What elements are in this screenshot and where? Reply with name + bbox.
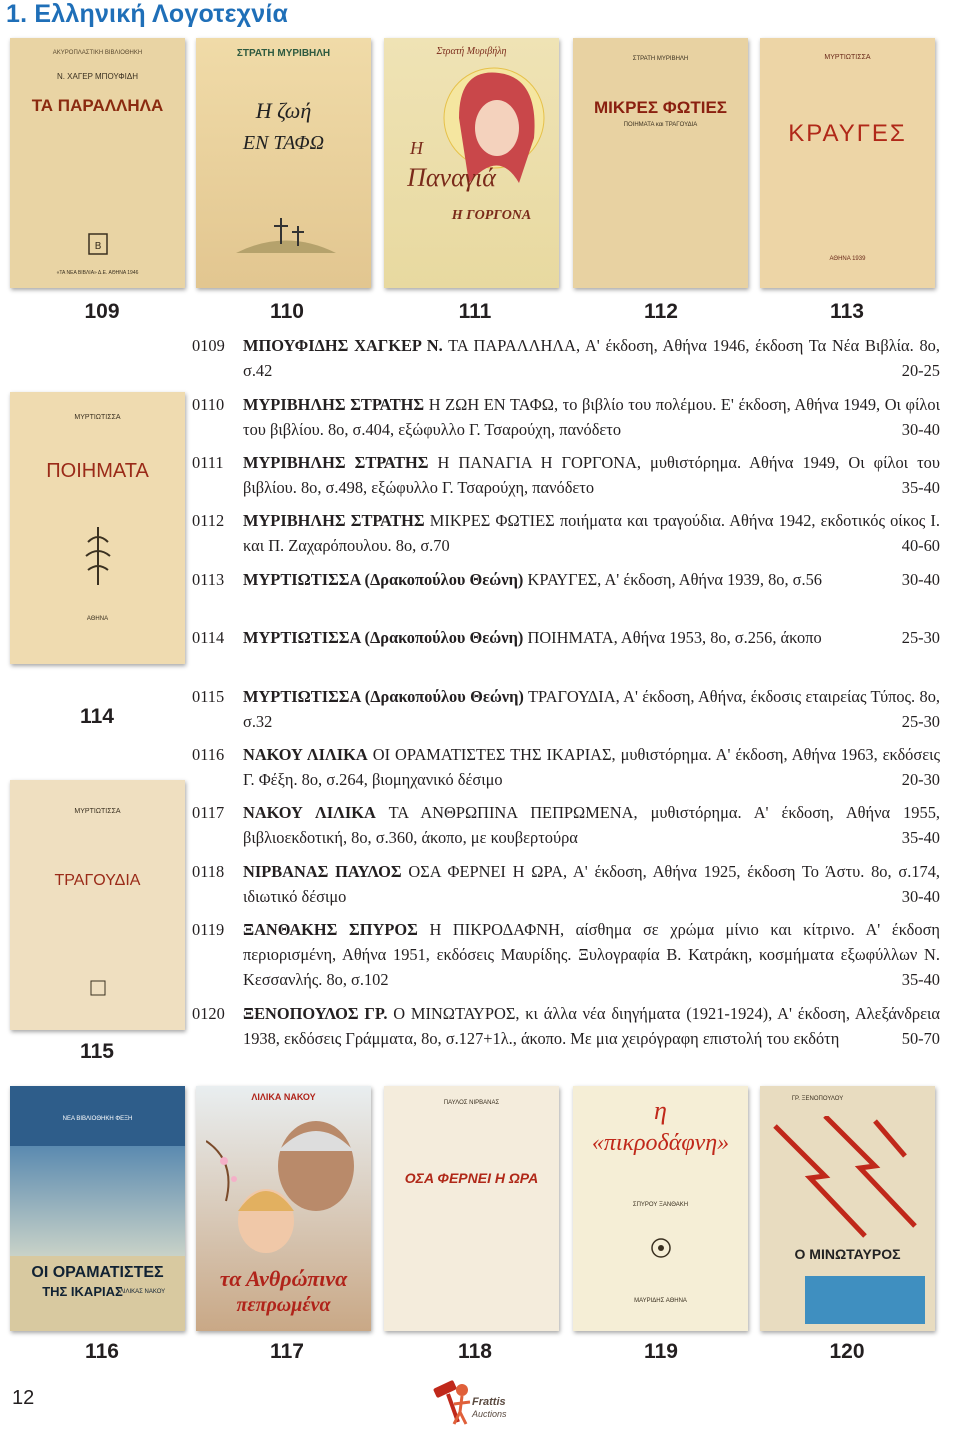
- label-118: 118: [458, 1340, 492, 1363]
- entry-author: ΞΕΝΟΠΟΥΛΟΣ ΓΡ.: [243, 1004, 388, 1023]
- cover-109-footer: «ΤΑ ΝΕΑ ΒΙΒΛΙΑ» Δ.Ε. ΑΘΗΝΑ 1946: [56, 270, 139, 276]
- entry-author: ΜΥΡΙΒΗΛΗΣ ΣΤΡΑΤΗΣ: [243, 453, 429, 472]
- cover-109-title: ΤΑ ΠΑΡΑΛΛΗΛΑ: [31, 96, 164, 115]
- entry-text: ΟΙ ΟΡΑΜΑΤΙΣΤΕΣ ΤΗΣ ΙΚΑΡΙΑΣ, μυθιστόρημα. Α' έκδοση, Αθήνα 1963, εκδόσεις Γ. Φέξη. 8ο, σ.264, βιομηχανικό δέσιμο: [243, 745, 940, 789]
- cover-116-title2: ΤΗΣ ΙΚΑΡΙΑΣ: [42, 1284, 123, 1299]
- cover-120-author: ΓΡ. ΞΕΝΟΠΟΥΛΟΥ: [791, 1096, 844, 1102]
- cover-118: [384, 1086, 559, 1331]
- entry-price: 25-30: [901, 628, 940, 647]
- entry-author: ΜΥΡΤΙΩΤΙΣΣΑ (Δρακοπούλου Θεώνη): [243, 570, 524, 589]
- cover-114: [10, 392, 185, 664]
- entry-code: 0120: [192, 1004, 225, 1023]
- cover-110: [196, 38, 371, 288]
- entry-0117: [192, 801, 940, 851]
- entry-price: 20-25: [901, 360, 940, 380]
- cover-109: [10, 38, 185, 288]
- cover-117-author: ΛΙΛΙΚΑ ΝΑΚΟΥ: [251, 1092, 316, 1102]
- entry-code: 0113: [192, 570, 225, 589]
- entry-0110: [192, 393, 940, 443]
- lyre-ornament-icon: [80, 522, 116, 590]
- cover-111: [384, 38, 559, 288]
- cover-109-author: Ν. ΧΑΓΕΡ ΜΠΟΥΦΙΔΗ: [56, 72, 139, 81]
- entry-price: 30-40: [901, 419, 940, 439]
- entry-code: 0119: [192, 920, 225, 939]
- cover-110-title2: ΕΝ ΤΑΦΩ: [242, 132, 325, 154]
- cover-117-title1: τα Ανθρώπινα: [219, 1266, 348, 1291]
- entry-author: ΞΑΝΘΑΚΗΣ ΣΠΥΡΟΣ: [243, 920, 418, 939]
- cover-120: [760, 1086, 935, 1331]
- cover-115-title: ΤΡΑΓΟΥΔΙΑ: [54, 872, 141, 889]
- entry-price: 20-30: [901, 769, 940, 789]
- cover-117-title2: πεπρωμένα: [236, 1294, 331, 1316]
- label-113: 113: [830, 300, 864, 323]
- label-111: 111: [458, 300, 492, 323]
- entry-code: 0109: [192, 336, 225, 355]
- entry-code: 0110: [192, 395, 225, 414]
- entry-price: 30-40: [901, 570, 940, 589]
- publisher-mark-icon: [90, 980, 106, 996]
- cover-116-top: ΝΕΑ ΒΙΒΛΙΟΘΗΚΗ ΦΕΞΗ: [62, 1116, 133, 1122]
- cover-116: [10, 1086, 185, 1331]
- cover-118-author: ΠΑΥΛΟΣ ΝΙΡΒΑΝΑΣ: [443, 1100, 500, 1106]
- entry-text: ΤΡΑΓΟΥΔΙΑ, Α' έκδοση, Αθήνα, έκδοσις εταιρείας Τύπος. 8ο, σ.32: [243, 687, 940, 731]
- cover-120-sticker: [805, 1276, 925, 1324]
- entry-0112: [192, 509, 940, 559]
- frattis-auctions-logo: [428, 1378, 518, 1430]
- cover-113-author: ΜΥΡΤΙΩΤΙΣΣΑ: [824, 54, 871, 61]
- entry-author: ΜΠΟΥΦΙΔΗΣ ΧΑΓΚΕΡ Ν.: [243, 336, 443, 355]
- entry-author: ΝΑΚΟΥ ΛΙΛΙΚΑ: [243, 745, 368, 764]
- entry-0119: [192, 918, 940, 992]
- cover-112-title: ΜΙΚΡΕΣ ΦΩΤΙΕΣ: [594, 98, 727, 117]
- entry-author: ΜΥΡΙΒΗΛΗΣ ΣΤΡΑΤΗΣ: [243, 395, 425, 414]
- cover-119-author: ΣΠΥΡΟΥ ΞΑΝΘΑΚΗ: [632, 1202, 689, 1208]
- entry-code: 0116: [192, 745, 225, 764]
- cover-117: [196, 1086, 371, 1331]
- old-man-girl-illustration-icon: [206, 1111, 366, 1271]
- cover-119-title1: η: [654, 1096, 667, 1125]
- svg-text:Β: Β: [94, 241, 102, 252]
- entry-price: 35-40: [901, 477, 940, 497]
- cover-114-title: ΠΟΙΗΜΑΤΑ: [46, 460, 149, 482]
- logo-text-frattis: Frattis: [472, 1396, 506, 1408]
- cover-112-subtitle: ΠΟΙΗΜΑΤΑ και ΤΡΑΓΟΥΔΙΑ: [623, 122, 698, 128]
- label-120: 120: [829, 1340, 865, 1363]
- entry-text: ΤΑ ΑΝΘΡΩΠΙΝΑ ΠΕΠΡΩΜΕΝΑ, μυθιστόρημα. Α' έκδοση, Αθήνα 1955, βιβλιοεκδοτική, 8ο, σ.360, άκοπο, με κουβερτούρα: [243, 803, 940, 847]
- entry-price: 35-40: [901, 827, 940, 847]
- entry-0114: [192, 626, 940, 651]
- cover-113-footer: ΑΘΗΝΑ 1939: [829, 256, 866, 262]
- cover-115: [10, 780, 185, 1030]
- entry-text: Η ΠΑΝΑΓΙΑ Η ΓΟΡΓΟΝΑ, μυθιστόρημα. Αθήνα 1949, Οι φίλοι του βιβλίου. 8ο, σ.498, εξώφυλλο Γ. Τσαρούχη, πανόδετο: [243, 453, 940, 497]
- entry-code: 0115: [192, 687, 225, 706]
- cover-110-title1: Η ζωή: [255, 98, 312, 123]
- entry-0109: [192, 334, 940, 384]
- entry-code: 0111: [192, 453, 224, 472]
- cover-111-title2: Παναγιά: [407, 163, 496, 192]
- label-117: 117: [270, 1340, 304, 1363]
- cover-112-author: ΣΤΡΑΤΗ ΜΥΡΙΒΗΛΗ: [632, 56, 689, 62]
- cover-119: [573, 1086, 748, 1331]
- cover-114-footer: ΑΘΗΝΑ: [86, 616, 109, 622]
- woodcut-ornament-icon: [649, 1236, 673, 1260]
- cover-109-publisher: ΑΚΥΡΟΠΛΑΣΤΙΚΗ ΒΙΒΛΙΟΘΗΚΗ: [52, 50, 143, 56]
- entry-0113: [192, 568, 940, 593]
- entry-0116: [192, 743, 940, 793]
- entry-0120: [192, 1002, 940, 1052]
- entry-code: 0118: [192, 862, 225, 881]
- label-115: 115: [80, 1040, 114, 1063]
- entry-price: 25-30: [901, 711, 940, 731]
- cover-116-title1: ΟΙ ΟΡΑΜΑΤΙΣΤΕΣ: [31, 1264, 164, 1281]
- entry-text: Η ΖΩΗ ΕΝ ΤΑΦΩ, το βιβλίο του πολέμου. Ε' έκδοση, Αθήνα 1949, Οι φίλοι του βιβλίου. 8ο, σ.404, εξώφυλλο Γ. Τσαρούχη, πανόδετο: [243, 395, 940, 439]
- entry-0111: [192, 451, 940, 501]
- entry-text: ΜΙΚΡΕΣ ΦΩΤΙΕΣ ποιήματα και τραγούδια. Αθήνα 1942, εκδοτικός οίκος Ι. και Π. Ζαχαρόπουλου. 8ο, σ.70: [243, 511, 940, 555]
- entry-author: ΝΙΡΒΑΝΑΣ ΠΑΥΛΟΣ: [243, 862, 402, 881]
- entry-text: Ο ΜΙΝΩΤΑΥΡΟΣ, κι άλλα νέα διηγήματα (1921-1924), Α' έκδοση, Αλεξάνδρεια 1938, εκδόσεις Γράμματα, 8ο, σ.127+1λ., άκοπο. Με μια χειρόγραφη επιστολή του εκδότη: [243, 1004, 940, 1048]
- entry-price: 35-40: [901, 969, 940, 989]
- entry-0118: [192, 860, 940, 910]
- entry-author: ΜΥΡΤΙΩΤΙΣΣΑ (Δρακοπούλου Θεώνη): [243, 628, 524, 647]
- entry-text: ΚΡΑΥΓΕΣ, Α' έκδοση, Αθήνα 1939, 8ο, σ.56: [527, 570, 822, 589]
- page-number: 12: [12, 1387, 35, 1409]
- entry-price: 50-70: [901, 1028, 940, 1048]
- entry-author: ΜΥΡΙΒΗΛΗΣ ΣΤΡΑΤΗΣ: [243, 511, 425, 530]
- label-110: 110: [270, 300, 304, 323]
- cover-111-title3: Η ΓΟΡΓΟΝΑ: [451, 208, 532, 223]
- entry-text: ΤΑ ΠΑΡΑΛΛΗΛΑ, Α' έκδοση, Αθήνα 1946, έκδοση Τα Νέα Βιβλία. 8ο, σ.42: [243, 336, 940, 380]
- cover-119-title2: «πικροδάφνη»: [591, 1130, 730, 1156]
- entry-price: 30-40: [901, 886, 940, 906]
- entry-0115: [192, 685, 940, 735]
- cover-111-title1: Η: [410, 138, 423, 158]
- entry-price: 40-60: [901, 535, 940, 555]
- entry-author: ΝΑΚΟΥ ΛΙΛΙΚΑ: [243, 803, 376, 822]
- label-109: 109: [84, 300, 120, 323]
- label-114: 114: [80, 705, 114, 728]
- cover-119-footer: ΜΑΥΡΙΔΗΣ ΑΘΗΝΑ: [634, 1298, 687, 1304]
- cover-113-title: ΚΡΑΥΓΕΣ: [788, 120, 907, 147]
- cover-110-author: ΣΤΡΑΤΗ ΜΥΡΙΒΗΛΗ: [236, 48, 331, 59]
- cover-113: [760, 38, 935, 288]
- entry-code: 0112: [192, 511, 225, 530]
- entry-text: ΠΟΙΗΜΑΤΑ, Αθήνα 1953, 8ο, σ.256, άκοπο: [527, 628, 822, 647]
- cover-120-title: Ο ΜΙΝΩΤΑΥΡΟΣ: [794, 1246, 901, 1262]
- cover-112: [573, 38, 748, 288]
- label-116: 116: [85, 1340, 119, 1363]
- entry-text: ΟΣΑ ΦΕΡΝΕΙ Η ΩΡΑ, Α' έκδοση, Αθήνα 1925, έκδοση Το Άστυ. 8ο, σ.174, ιδιωτικό δέσιμο: [243, 862, 940, 906]
- cover-115-author: ΜΥΡΤΙΩΤΙΣΣΑ: [74, 808, 121, 815]
- entry-code: 0117: [192, 803, 225, 822]
- logo-text-auctions: Auctions: [472, 1409, 507, 1419]
- cover-116-author: ΛΙΛΙΚΑΣ ΝΑΚΟΥ: [119, 1289, 166, 1295]
- label-112: 112: [644, 300, 678, 323]
- entry-author: ΜΥΡΤΙΩΤΙΣΣΑ (Δρακοπούλου Θεώνη): [243, 687, 524, 706]
- entry-code: 0114: [192, 628, 225, 647]
- section-title: 1. Ελληνική Λογοτεχνία: [6, 0, 289, 28]
- cover-114-author: ΜΥΡΤΙΩΤΙΣΣΑ: [74, 414, 121, 421]
- label-119: 119: [644, 1340, 678, 1363]
- lightning-bolts-icon: [765, 1116, 930, 1246]
- publisher-emblem-icon: [88, 233, 108, 255]
- crosses-hill-icon: [236, 198, 336, 258]
- cover-116-photo: [10, 1146, 185, 1256]
- entry-text: Η ΠΙΚΡΟΔΑΦΝΗ, αίσθημα σε χρώμα μίνιο και κίτρινο. Α' έκδοση περιορισμένη, Αθήνα 1951, εκδόσεις Μαυρίδης. Ξυλογραφία Β. Κατράκη, κοσμήματα εξωφύλλων Ν. Κεσσανλής. 8ο, σ.102: [243, 920, 940, 989]
- cover-111-author: Στρατή Μυριβήλη: [436, 46, 507, 57]
- cover-118-title: ΟΣΑ ΦΕΡΝΕΙ Η ΩΡΑ: [404, 1170, 539, 1186]
